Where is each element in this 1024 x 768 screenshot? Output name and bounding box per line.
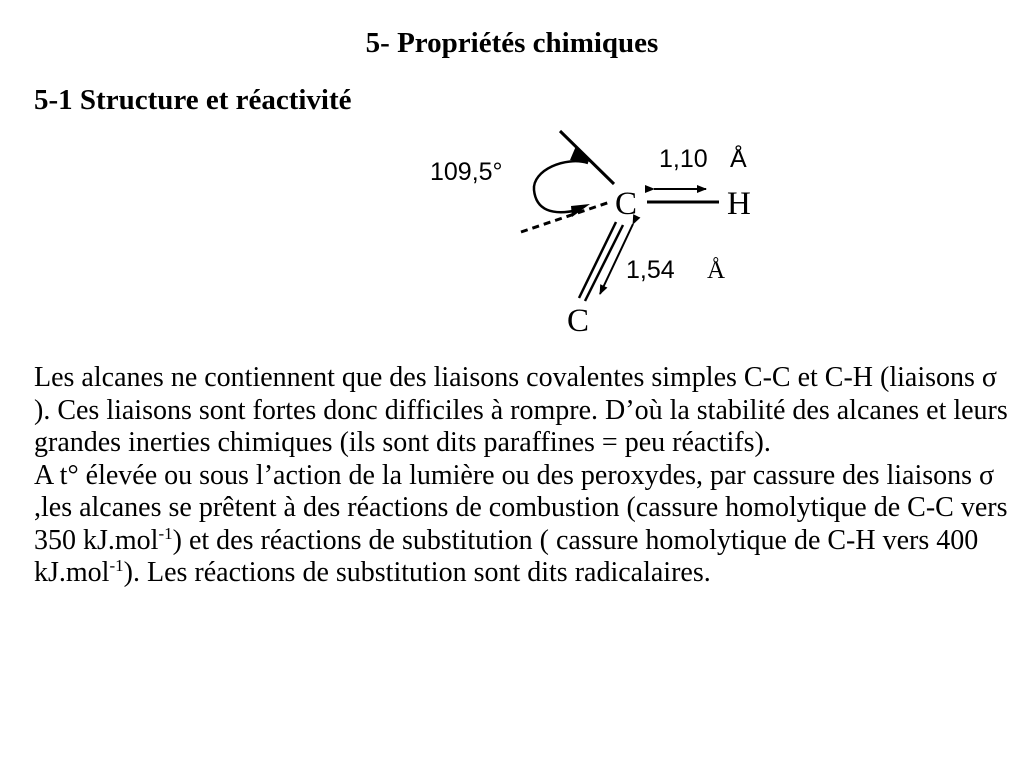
angle-arc xyxy=(534,161,588,212)
section-heading: 5-1 Structure et réactivité xyxy=(34,84,352,116)
reactions-text-part2: ) et des réactions de substitution ( cassure homolytique de C-H vers 400 kJ.mol xyxy=(34,524,979,588)
c-c-bond-line-a xyxy=(579,222,616,298)
methane-structure-diagram xyxy=(420,118,780,350)
slide-title: 5- Propriétés chimiques xyxy=(365,27,659,59)
bonded-carbon-atom: C xyxy=(567,303,590,339)
exponent-1: -1 xyxy=(158,523,173,543)
hydrogen-atom: H xyxy=(727,186,751,222)
central-carbon-atom: C xyxy=(615,186,638,222)
angle-arrowhead-bottom xyxy=(571,204,590,217)
dashed-bond-line xyxy=(521,202,610,232)
body-text xyxy=(34,362,1009,590)
c-c-unit-label: Å xyxy=(707,257,726,284)
c-c-bond-line-b xyxy=(585,225,623,301)
c-h-unit-label: Å xyxy=(730,145,747,173)
paragraph-reactions xyxy=(34,460,1009,590)
c-c-length-label: 1,54 xyxy=(626,256,675,284)
paragraph-sigma-bonds: Les alcanes ne contiennent que des liaisons covalentes simples C-C et C-H (liaisons σ ). Ces liaisons sont fortes donc difficiles à rompre. D’où la stabilité des alcanes et leurs grandes inerties chimiques (ils sont dits paraffines = peu réactifs). xyxy=(34,362,1008,458)
reactions-text-part1: A t° élevée ou sous l’action de la lumière ou des peroxydes, par cassure des liaisons σ ,les alcanes se prêtent à des réactions de combustion (cassure homolytique de C-C vers 350 kJ.mol xyxy=(34,459,1008,556)
angle-arrowhead-top xyxy=(570,146,592,162)
bond-angle-label: 109,5° xyxy=(430,158,503,186)
reactions-text-part3: ). Les réactions de substitution sont dits radicalaires. xyxy=(123,557,711,588)
exponent-2: -1 xyxy=(109,556,124,575)
c-h-length-label: 1,10 xyxy=(659,145,708,173)
